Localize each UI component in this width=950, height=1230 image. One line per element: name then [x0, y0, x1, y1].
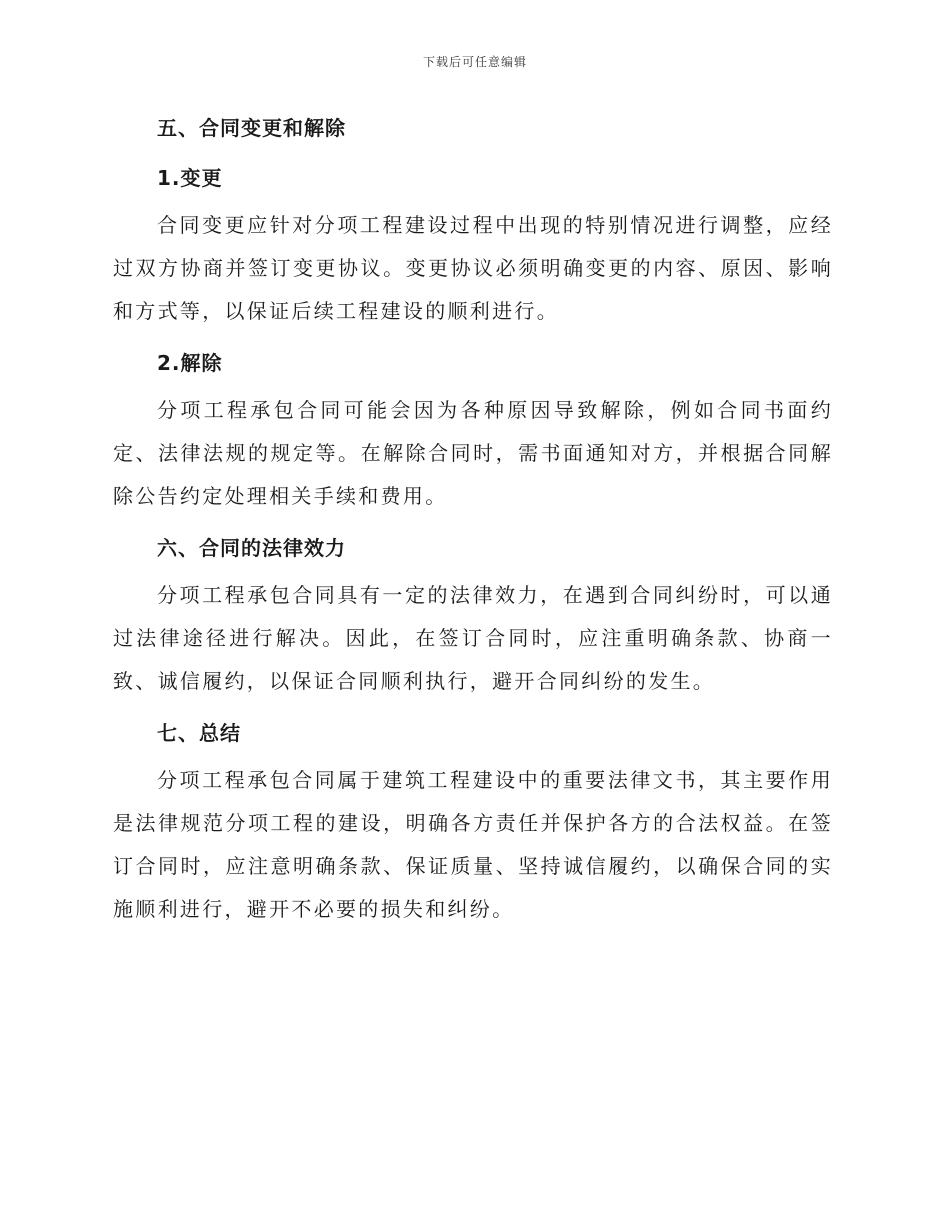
section-5-1-heading: 1.变更	[157, 166, 223, 190]
section-5-1-paragraph: 合同变更应针对分项工程建设过程中出现的特别情况进行调整，应经过双方协商并签订变更协议。变更协议必须明确变更的内容、原因、影响和方式等，以保证后续工程建设的顺利进行。	[113, 213, 833, 323]
document-body	[113, 108, 833, 931]
section-5-heading: 五、合同变更和解除	[157, 116, 346, 140]
section-7-paragraph: 分项工程承包合同属于建筑工程建设中的重要法律文书，其主要作用是法律规范分项工程的建设，明确各方责任并保护各方的合法权益。在签订合同时，应注意明确条款、保证质量、坚持诚信履约，以确保合同的实施顺利进行，避开不必要的损失和纠纷。	[113, 768, 833, 921]
section-5-2-heading: 2.解除	[157, 351, 223, 375]
page-header: 下载后可任意编辑	[422, 55, 527, 69]
section-6-heading: 六、合同的法律效力	[157, 536, 346, 560]
section-7-heading: 七、总结	[157, 721, 241, 745]
section-6-paragraph: 分项工程承包合同具有一定的法律效力，在遇到合同纠纷时，可以通过法律途径进行解决。因此，在签订合同时，应注重明确条款、协商一致、诚信履约，以保证合同顺利执行，避开合同纠纷的发生。	[113, 583, 833, 693]
section-5-2-paragraph: 分项工程承包合同可能会因为各种原因导致解除，例如合同书面约定、法律法规的规定等。在解除合同时，需书面通知对方，并根据合同解除公告约定处理相关手续和费用。	[113, 398, 833, 508]
